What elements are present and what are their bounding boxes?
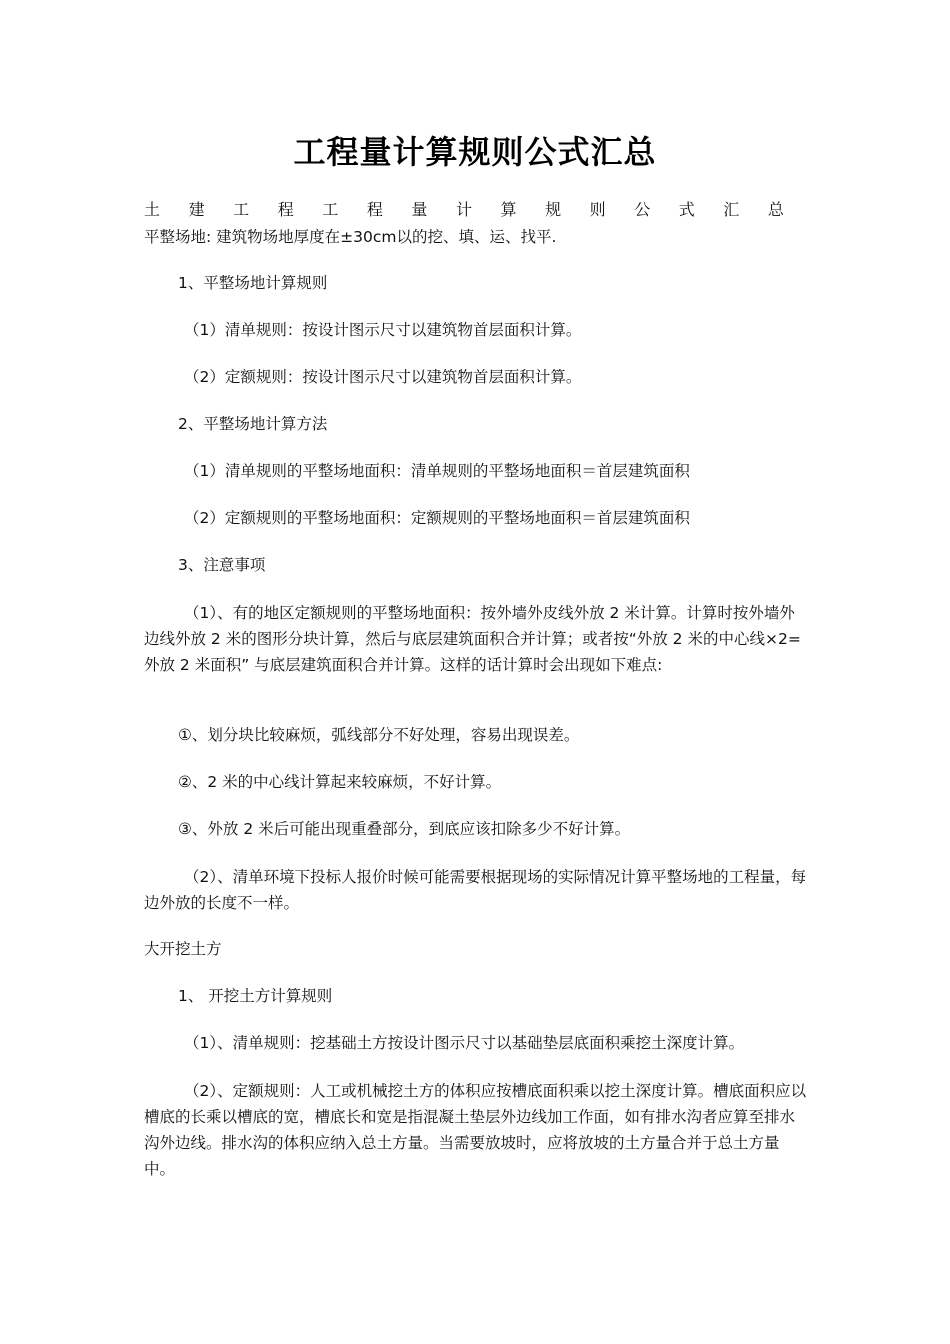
subtitle-char: 算 (500, 200, 517, 219)
paragraph-rule-1-2: （2）定额规则：按设计图示尺寸以建筑物首层面积计算。 (184, 368, 582, 386)
paragraph-intro: 平整场地: 建筑物场地厚度在±30cm以的挖、填、运、找平. (144, 228, 557, 246)
heading-notes: 3、注意事项 (178, 556, 266, 574)
paragraph-rule-1-1: （1）清单规则：按设计图示尺寸以建筑物首层面积计算。 (184, 321, 582, 339)
document-title: 工程量计算规则公式汇总 (293, 133, 657, 171)
paragraph-excavation-2: （2）、定额规则：人工或机械挖土方的体积应按槽底面积乘以挖土深度计算。槽底面积应以槽底的长乘以槽底的宽，槽底长和宽是指混凝土垫层外边线加工作面，如有排水沟者应算至排水沟外边线。排水沟的体积应纳入总土方量。当需要放坡时，应将放坡的土方量合并于总土方量中。 (144, 1082, 807, 1178)
paragraph-rule-2-1: （1）清单规则的平整场地面积：清单规则的平整场地面积＝首层建筑面积 (184, 462, 690, 480)
paragraph-notes-2: （2）、清单环境下投标人报价时候可能需要根据现场的实际情况计算平整场地的工程量，每边外放的长度不一样。 (144, 868, 807, 912)
heading-excavation: 大开挖土方 (144, 940, 222, 958)
paragraph-rule-2-2: （2）定额规则的平整场地面积：定额规则的平整场地面积＝首层建筑面积 (184, 509, 690, 527)
subtitle-char: 工 (233, 200, 250, 219)
subtitle-char: 式 (678, 200, 695, 219)
subtitle-char: 量 (411, 200, 428, 219)
subtitle-char: 总 (767, 200, 784, 219)
subtitle-char: 程 (277, 200, 294, 219)
subtitle-char: 公 (634, 200, 651, 219)
paragraph-notes-1: （1）、有的地区定额规则的平整场地面积：按外墙外皮线外放 2 米计算。计算时按外墙外边线外放 2 米的图形分块计算，然后与底层建筑面积合并计算；或者按“外放 2 米的中心线×2=外放 2 米面积” 与底层建筑面积合并计算。这样的话计算时会出现如下难点: (144, 604, 801, 674)
subtitle-char: 程 (366, 200, 383, 219)
paragraph-difficulty-2: ②、2 米的中心线计算起来较麻烦，不好计算。 (178, 773, 502, 791)
subtitle-char: 则 (589, 200, 606, 219)
subtitle-char: 工 (322, 200, 339, 219)
document-subtitle (144, 198, 784, 222)
subtitle-char: 汇 (723, 200, 740, 219)
heading-rule-1: 1、平整场地计算规则 (178, 274, 328, 292)
heading-rule-2: 2、平整场地计算方法 (178, 415, 328, 433)
paragraph-difficulty-3: ③、外放 2 米后可能出现重叠部分，到底应该扣除多少不好计算。 (178, 820, 631, 838)
subtitle-char: 规 (545, 200, 562, 219)
subtitle-char: 建 (188, 200, 205, 219)
subtitle-char: 土 (144, 200, 161, 219)
paragraph-excavation-1: （1）、清单规则：挖基础土方按设计图示尺寸以基础垫层底面积乘挖土深度计算。 (184, 1034, 745, 1052)
heading-excavation-rule: 1、 开挖土方计算规则 (178, 987, 333, 1005)
subtitle-char: 计 (455, 200, 472, 219)
paragraph-difficulty-1: ①、划分块比较麻烦，弧线部分不好处理，容易出现误差。 (178, 726, 580, 744)
